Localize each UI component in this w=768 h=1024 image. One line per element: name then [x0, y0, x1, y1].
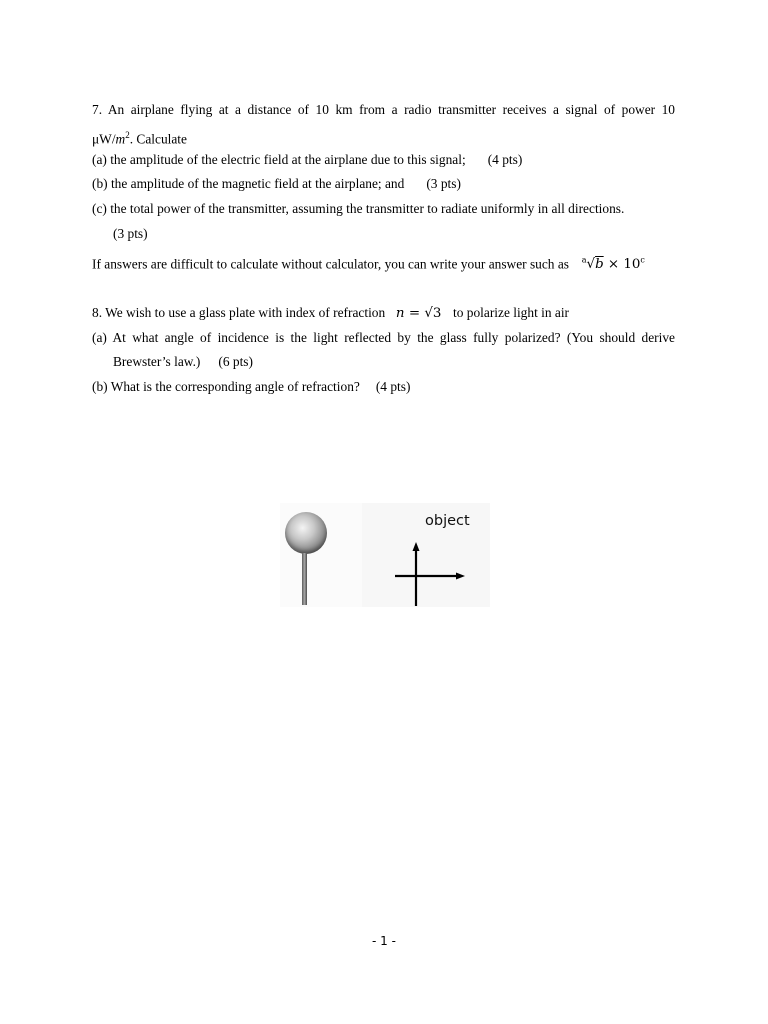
q7-line1: 7. An airplane flying at a distance of 10 km from a radio transmitter receives a signal of power 10: [92, 102, 675, 117]
q7-unit-micro-w: μW/: [92, 131, 116, 147]
q7-calculate: . Calculate: [129, 131, 187, 147]
q8-part-b: [92, 379, 410, 395]
q8-part-a-brewster: Brewster’s law.): [113, 354, 201, 369]
mirror-figure: [280, 503, 490, 607]
q7-note-times: × 10: [607, 257, 641, 273]
page-number: - 1 -: [372, 934, 396, 948]
spoon-handle: [302, 553, 307, 605]
q7-part-a-text: (a) the amplitude of the electric field at the airplane due to this signal;: [92, 152, 466, 167]
q8-root: √3: [424, 306, 442, 321]
object-arrowhead-right: [456, 573, 465, 580]
q7-note-exp: c: [640, 256, 645, 265]
q7-note-formula: $^a√b \times 10^c$: [581, 256, 645, 273]
q7-part-c-pts: (3 pts): [113, 226, 148, 241]
spoon-icon: [285, 512, 327, 554]
q8-n: n: [395, 306, 405, 321]
q7-unit-m: m: [115, 131, 126, 147]
q8-part-a-pts: (6 pts): [218, 354, 253, 369]
q8-formula: [396, 306, 446, 321]
q8-part-a: (a) At what angle of incidence is the light reflected by the glass fully polarized? (You should derive: [92, 330, 675, 345]
q8-line1-text: 8. We wish to use a glass plate with index of refraction: [92, 305, 386, 320]
object-axes-icon: [362, 503, 490, 607]
q7-part-b-text: (b) the amplitude of the magnetic field at the airplane; and: [92, 176, 405, 191]
q8-part-b-pts: (4 pts): [375, 379, 411, 394]
q7-note-radicand: b: [595, 257, 604, 273]
q7-note: [92, 253, 645, 273]
q8-line1-end: to polarize light in air: [453, 305, 570, 320]
q8-part-b-text: (b) What is the corresponding angle of refraction?: [92, 379, 360, 394]
q8-part-a-cont: [113, 354, 253, 370]
q8-eq: =: [408, 306, 421, 321]
q7-note-root-index: a: [581, 256, 587, 265]
q7-part-b-pts: (3 pts): [426, 176, 461, 191]
q7-part-c: (c) the total power of the transmitter, assuming the transmitter to radiate uniformly in all directions.: [92, 201, 625, 216]
object-label: object: [425, 513, 470, 529]
q7-part-a: [92, 152, 522, 168]
q7-part-b: [92, 176, 461, 192]
q7-note-text: If answers are difficult to calculate without calculator, you can write your answer such as: [92, 256, 570, 272]
q8-line1: [92, 305, 569, 322]
q7-unit-exp: 2: [125, 130, 130, 140]
object-arrowhead-up: [413, 542, 420, 551]
q7-line2: [92, 127, 187, 147]
q7-part-a-pts: (4 pts): [487, 152, 523, 167]
